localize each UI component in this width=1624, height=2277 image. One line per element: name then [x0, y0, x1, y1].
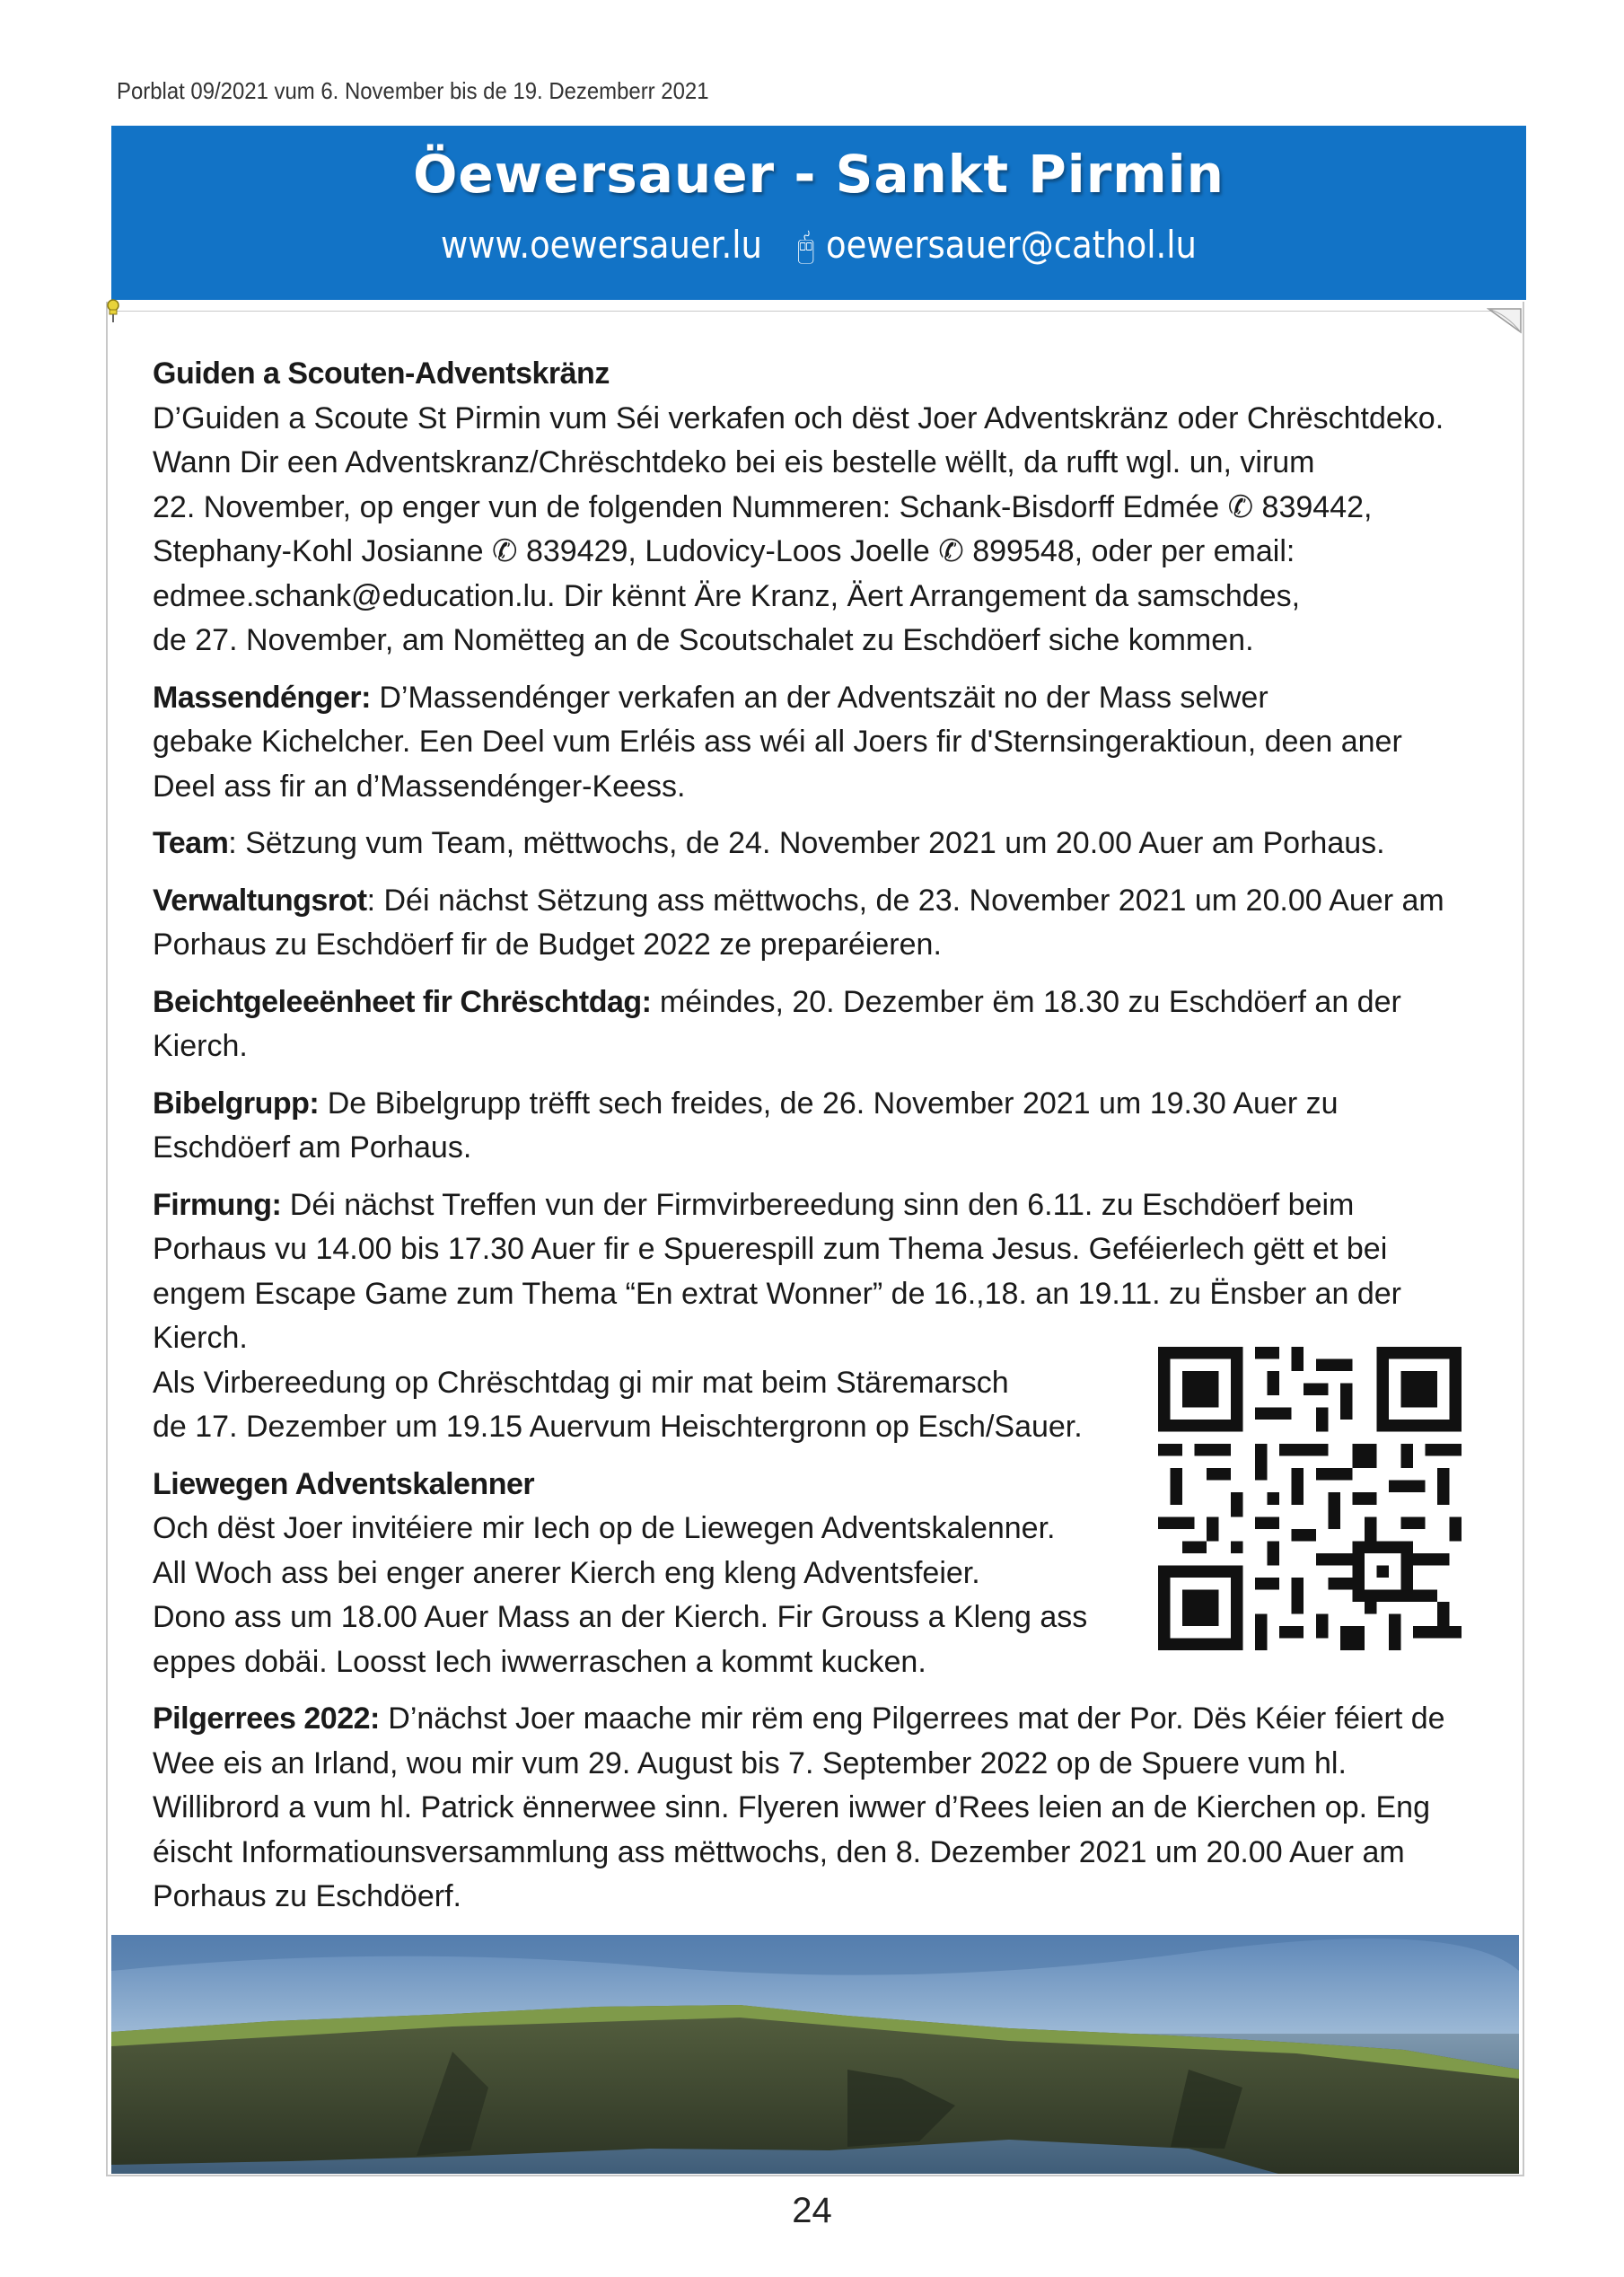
cliffs-photo — [111, 1935, 1519, 2174]
section-heading: Massendénger: — [153, 680, 371, 715]
text-line: Stephany-Kohl Josianne ✆ 839429, Ludovicy-Loos Joelle ✆ 899548, oder per email: — [153, 534, 1295, 568]
email-link[interactable]: oewersauer@cathol.lu — [826, 223, 1197, 267]
text-line: engem Escape Game zum Thema “En extrat Wonner” de 16.,18. an 19.11. zu Ënsber an der — [153, 1276, 1401, 1311]
text-line: Als Virbereedung op Chrëschtdag gi mir mat beim Stäremarsch — [153, 1365, 1009, 1400]
text-line: Och dëst Joer invitéiere mir Iech op de Liewegen Adventskalenner. — [153, 1511, 1056, 1545]
text-line: Wee eis an Irland, wou mir vum 29. August bis 7. September 2022 op de Spuere vum hl. — [153, 1745, 1347, 1780]
text-line: Porhaus vu 14.00 bis 17.30 Auer fir e Spuerespill zum Thema Jesus. Geféierlech gëtt et bei — [153, 1232, 1388, 1266]
section-heading: Firmung: — [153, 1187, 282, 1222]
text-line: D’nächst Joer maache mir rëm eng Pilgerrees mat der Por. Dës Kéier féiert de — [379, 1701, 1445, 1736]
text-line: Porhaus zu Eschdöerf. — [153, 1879, 461, 1913]
text-line: De Bibelgrupp trëfft sech freides, de 26. November 2021 um 19.30 Auer zu — [319, 1086, 1339, 1121]
text-line: edmee.schank@education.lu. Dir kënnt Äre Kranz, Äert Arrangement da samschdes, — [153, 578, 1301, 613]
text-line: de 17. Dezember um 19.15 Auervum Heischtergronn op Esch/Sauer. — [153, 1410, 1083, 1444]
pushpin-icon — [104, 298, 122, 323]
section-heading: Beichtgeleeënheet fir Chrëschtdag: — [153, 984, 652, 1019]
text-line: : Déi nächst Sëtzung ass mëttwochs, de 23. November 2021 um 20.00 Auer am — [366, 883, 1444, 918]
text-line: Willibrord a vum hl. Patrick ënnerwee sinn. Flyeren iwwer d’Rees leien an de Kierchen op. Eng — [153, 1790, 1431, 1824]
text-line: eppes dobäi. Loosst Iech iwwerraschen a kommt kucken. — [153, 1644, 926, 1679]
parish-title: Öewersauer - Sankt Pirmin — [413, 144, 1225, 205]
section-heading: Verwaltungsrot — [153, 883, 367, 918]
banner-links — [197, 223, 1442, 267]
article-content — [153, 352, 1499, 1932]
text-line: Eschdöerf am Porhaus. — [153, 1130, 472, 1165]
section-massendenger — [153, 676, 1499, 810]
section-heading: Liewegen Adventskalenner — [153, 1466, 535, 1501]
section-heading: Bibelgrupp: — [153, 1086, 320, 1121]
section-heading: Pilgerrees 2022: — [153, 1701, 380, 1736]
mouse-icon: 🖰 — [796, 226, 815, 266]
text-line: éischt Informatiounsversammlung ass mëttwochs, den 8. Dezember 2021 um 20.00 Auer am — [153, 1834, 1405, 1869]
section-guiden — [153, 352, 1499, 664]
section-heading: Guiden a Scouten-Adventskränz — [153, 356, 610, 391]
section-bibelgrupp — [153, 1082, 1499, 1171]
issue-line: Porblat 09/2021 vum 6. November bis de 19. Dezemberr 2021 — [117, 77, 709, 104]
frame-divider — [113, 311, 1496, 312]
page-number: 24 — [792, 2191, 832, 2230]
text-line: de 27. November, am Nomëtteg an de Scoutschalet zu Eschdöerf siche kommen. — [153, 623, 1254, 657]
text-line: Wann Dir een Adventskranz/Chrëschtdeko bei eis bestelle wëllt, da rufft wgl. un, virum — [153, 445, 1315, 479]
text-line: Déi nächst Treffen vun der Firmvirbereedung sinn den 6.11. zu Eschdöerf beim — [281, 1187, 1355, 1222]
section-team — [153, 822, 1499, 866]
text-line: D’Massendénger verkafen an der Adventszäit no der Mass selwer — [370, 680, 1268, 715]
website-link[interactable]: www.oewersauer.lu — [441, 223, 762, 267]
text-line: 22. November, op enger vun de folgenden Nummeren: Schank-Bisdorff Edmée ✆ 839442, — [153, 489, 1373, 524]
page-curl-icon — [1487, 307, 1523, 334]
text-line: : Sëtzung vum Team, mëttwochs, de 24. November 2021 um 20.00 Auer am Porhaus. — [228, 826, 1385, 860]
qr-code[interactable] — [1158, 1347, 1462, 1650]
section-pilgerrees — [153, 1697, 1499, 1920]
section-heading: Team — [153, 826, 229, 860]
parish-banner — [111, 126, 1526, 300]
text-line: All Woch ass bei enger anerer Kierch eng kleng Adventsfeier. — [153, 1555, 980, 1590]
text-line: méindes, 20. Dezember ëm 18.30 zu Eschdöerf an der — [651, 984, 1401, 1019]
text-line: Kierch. — [153, 1029, 248, 1063]
text-line: Kierch. — [153, 1321, 248, 1355]
text-line: Deel ass fir an d’Massendénger-Keess. — [153, 769, 686, 804]
text-line: Dono ass um 18.00 Auer Mass an der Kierch. Fir Grouss a Kleng ass — [153, 1600, 1088, 1634]
section-verwaltungsrot — [153, 879, 1499, 968]
section-beicht — [153, 980, 1499, 1069]
text-line: Porhaus zu Eschdöerf fir de Budget 2022 ze preparéieren. — [153, 928, 942, 962]
text-line: D’Guiden a Scoute St Pirmin vum Séi verkafen och dëst Joer Adventskränz oder Chrëschtdeko. — [153, 400, 1444, 435]
text-line: gebake Kichelcher. Een Deel vum Erléis ass wéi all Joers fir d'Sternsingeraktioun, deen aner — [153, 725, 1402, 759]
